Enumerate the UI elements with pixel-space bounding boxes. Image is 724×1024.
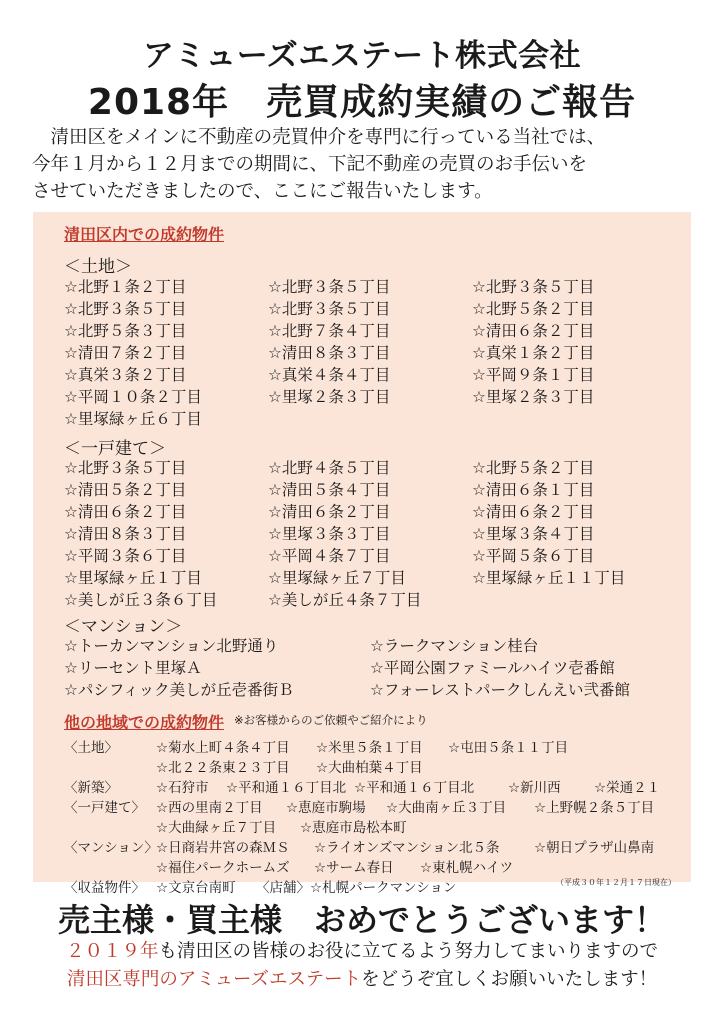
closing-line [0, 966, 724, 994]
mansion-row [64, 656, 684, 678]
property-item: ☆リーセント里塚Ａ [64, 659, 202, 677]
closing-year: ２０１９年 [65, 941, 159, 962]
property-item: ☆北野５条２丁目 [472, 300, 595, 318]
property-item: ☆西の里南２丁目 [156, 800, 263, 816]
land-row [64, 297, 684, 319]
property-item: ☆大曲緑ヶ丘７丁目 [156, 820, 277, 836]
mansion-label: ＜マンション＞ [64, 617, 183, 637]
company-title: アミューズエステート株式会社 [142, 38, 582, 74]
other-row [64, 796, 684, 816]
other-row [64, 736, 684, 756]
property-item: ☆ライオンズマンション北５条 [314, 840, 500, 856]
property-item: ☆清田６条２丁目 [472, 503, 595, 521]
house-row [64, 500, 684, 522]
property-item: ☆ラークマンション桂台 [370, 637, 539, 655]
land-row [64, 407, 684, 429]
property-item: ☆北野７条４丁目 [268, 322, 391, 340]
house-row [64, 566, 684, 588]
property-item: ☆恵庭市島松本町 [300, 820, 407, 836]
property-item: ☆北野５条３丁目 [64, 322, 187, 340]
property-item: ☆東札幌ハイツ [420, 860, 514, 876]
property-item: ☆栄通２１ [594, 780, 661, 796]
property-item: ☆清田７条２丁目 [64, 344, 187, 362]
property-item: ☆美しが丘４条７丁目 [268, 591, 422, 609]
property-item: ☆北野３条５丁目 [64, 300, 187, 318]
other-row [64, 816, 684, 836]
intro-text [32, 124, 702, 205]
house-row [64, 588, 684, 610]
other-row [64, 856, 684, 876]
property-item: ☆北野３条５丁目 [472, 278, 595, 296]
mansion-row [64, 678, 684, 700]
property-item: ☆大曲南ヶ丘３丁目 [386, 800, 507, 816]
property-item: ☆真栄３条２丁目 [64, 366, 187, 384]
property-item: ☆北野１条２丁目 [64, 278, 187, 296]
property-item: ☆北２２条東２３丁目 [156, 760, 290, 776]
property-item: ☆清田５条４丁目 [268, 481, 391, 499]
property-item: ☆清田６条１丁目 [472, 481, 595, 499]
property-item: ☆里塚２条３丁目 [268, 388, 391, 406]
other-note: ※お客様からのご依頼やご紹介により [234, 713, 428, 727]
property-item: ☆里塚３条４丁目 [472, 525, 595, 543]
as-of-date: （平成３０年１２月１７日現在） [556, 878, 676, 887]
land-row [64, 341, 684, 363]
property-item: ☆平和通１６丁目北 [226, 780, 347, 796]
property-item: ☆米里５条１丁目 [316, 740, 423, 756]
property-item: ☆文京台南町 [156, 880, 236, 896]
property-item: ☆朝日プラザ山鼻南 [534, 840, 655, 856]
land-row [64, 363, 684, 385]
property-item: ☆平岡４条７丁目 [268, 547, 391, 565]
house-label: ＜一戸建て＞ [64, 439, 166, 459]
property-item: ☆清田８条３丁目 [268, 344, 391, 362]
property-item: ☆平和通１６丁目北 [354, 780, 475, 796]
land-row [64, 275, 684, 297]
land-row [64, 319, 684, 341]
property-item: ☆北野３条５丁目 [268, 278, 391, 296]
house-row [64, 478, 684, 500]
property-item: ☆美しが丘３条６丁目 [64, 591, 218, 609]
property-item: ☆真栄４条４丁目 [268, 366, 391, 384]
other-category: 〈収益物件〉 [64, 880, 145, 896]
house-row [64, 544, 684, 566]
closing-text: をどうぞ宜しくお願いいたします！ [361, 969, 658, 990]
property-item: ☆パシフィック美しが丘壱番街Ｂ [64, 681, 294, 699]
house-row [64, 456, 684, 478]
other-heading: 他の地域での成約物件 [64, 713, 225, 732]
property-item: ☆清田５条２丁目 [64, 481, 187, 499]
property-item: ☆日商岩井宮の森ＭＳ [156, 840, 290, 856]
intro-line: させていただきましたので、ここにご報告いたします。 [32, 181, 493, 202]
kiyota-heading: 清田区内での成約物件 [64, 225, 225, 244]
property-item: ☆里塚緑ヶ丘７丁目 [268, 569, 406, 587]
property-item: ☆福住パークホームズ [156, 860, 290, 876]
property-item: ☆里塚緑ヶ丘１１丁目 [472, 569, 626, 587]
property-item: ☆恵庭市駒場 [286, 800, 366, 816]
closing-line [0, 938, 724, 966]
other-row [64, 776, 684, 796]
property-item: ☆平岡３条６丁目 [64, 547, 187, 565]
property-item: ☆清田６条２丁目 [268, 503, 391, 521]
property-item: ☆清田６条２丁目 [64, 503, 187, 521]
property-item: ☆新川西 [508, 780, 561, 796]
closing-text: も清田区の皆様のお役に立てるよう努力してまいりますので [158, 941, 659, 962]
property-item: ☆清田６条２丁目 [472, 322, 595, 340]
property-item: ☆フォーレストパークしんえい弐番館 [370, 681, 631, 699]
property-item: ☆平岡９条１丁目 [472, 366, 595, 384]
property-item: ☆屯田５条１１丁目 [448, 740, 569, 756]
other-category: 〈一戸建て〉 [64, 800, 145, 816]
property-item: ☆清田８条３丁目 [64, 525, 187, 543]
property-item: ☆里塚３条３丁目 [268, 525, 391, 543]
property-item: ☆トーカンマンション北野通り [64, 637, 279, 655]
property-item: ☆大曲柏葉４丁目 [316, 760, 423, 776]
property-item: ☆菊水上町４条４丁目 [156, 740, 290, 756]
property-item: ☆真栄１条２丁目 [472, 344, 595, 362]
property-item: ☆北野４条５丁目 [268, 459, 391, 477]
property-item: 〈店舗〉☆札幌パークマンション [256, 880, 457, 896]
other-category: 〈新築〉 [64, 780, 118, 796]
property-item: ☆里塚２条３丁目 [472, 388, 595, 406]
land-label: ＜土地＞ [64, 257, 132, 277]
property-item: ☆北野５条２丁目 [472, 459, 595, 477]
other-row [64, 756, 684, 776]
mansion-row [64, 634, 684, 656]
property-item: ☆サーム春日 [314, 860, 394, 876]
property-item: ☆石狩市 [156, 780, 209, 796]
property-item: ☆里塚緑ヶ丘６丁目 [64, 410, 202, 428]
property-item: ☆北野３条５丁目 [268, 300, 391, 318]
closing-message [0, 938, 724, 994]
house-row [64, 522, 684, 544]
property-item: ☆上野幌２条５丁目 [534, 800, 655, 816]
congratulations-heading: 売主様・買主様 おめでとうございます！ [57, 901, 666, 939]
property-item: ☆北野３条５丁目 [64, 459, 187, 477]
property-item: ☆平岡公園ファミールハイツ壱番館 [370, 659, 615, 677]
property-item: ☆平岡５条６丁目 [472, 547, 595, 565]
property-item: ☆里塚緑ヶ丘１丁目 [64, 569, 202, 587]
closing-company: 清田区専門のアミューズエステート [66, 969, 362, 990]
other-row [64, 836, 684, 856]
land-row [64, 385, 684, 407]
other-category: 〈マンション〉 [64, 840, 158, 856]
intro-line: 清田区をメインに不動産の売買仲介を専門に行っている当社では、 [32, 127, 606, 148]
property-item: ☆平岡１０条２丁目 [64, 388, 202, 406]
other-category: 〈土地〉 [64, 740, 118, 756]
intro-line: 今年１月から１２月までの期間に、下記不動産の売買のお手伝いを [32, 154, 588, 175]
report-title: 2018年 売買成約実績のご報告 [87, 82, 637, 123]
